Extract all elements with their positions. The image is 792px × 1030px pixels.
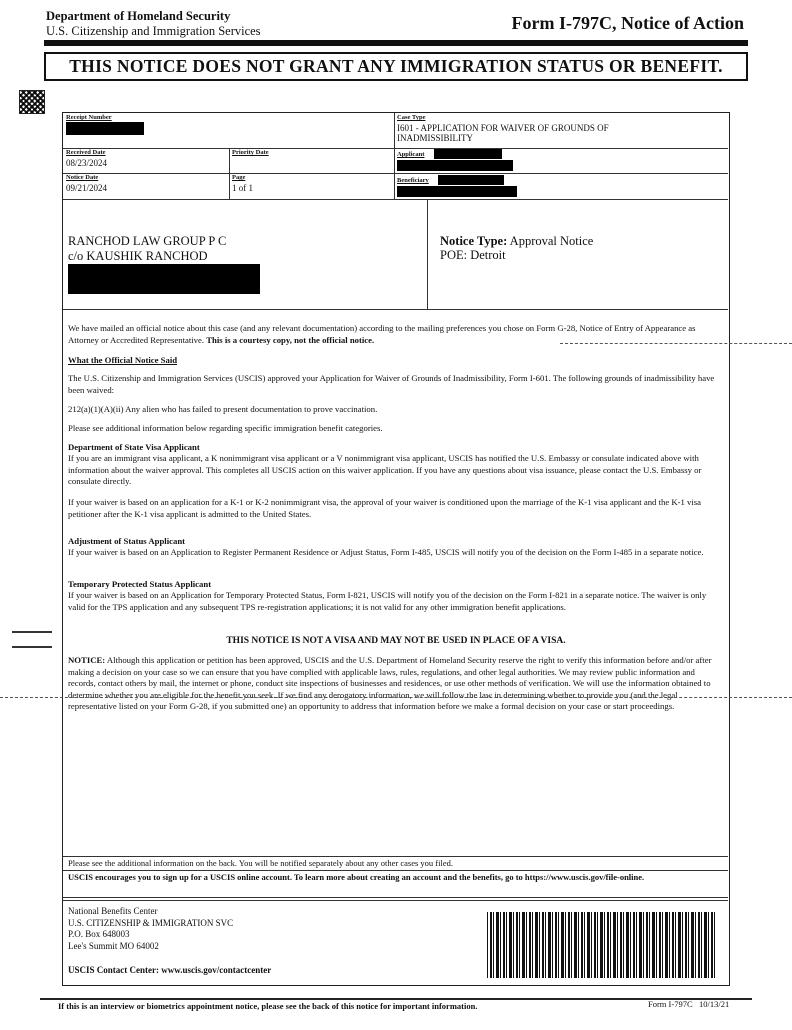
port-of-entry: POE: Detroit (440, 248, 506, 262)
redacted-applicant (434, 149, 502, 159)
received-date-label: Received Date (66, 149, 106, 156)
barcode-icon (487, 912, 717, 978)
notice-label: NOTICE: (68, 655, 106, 665)
center-name: National Benefits Center (68, 906, 158, 916)
agency-name: U.S. Citizenship and Immigration Services (46, 24, 261, 38)
grid-divider (63, 148, 395, 149)
center-city: Lee's Summit MO 64002 (68, 940, 159, 951)
scan-mark (12, 646, 52, 648)
department-name: Department of Homeland Security (46, 9, 231, 23)
footer-rule (40, 998, 752, 1000)
notice-type (440, 234, 593, 249)
grid-divider (427, 199, 428, 309)
notice-date-label: Notice Date (66, 174, 99, 181)
fold-line (560, 343, 792, 344)
not-visa-warning: THIS NOTICE IS NOT A VISA AND MAY NOT BE USED IN PLACE OF A VISA. (226, 636, 566, 646)
form-title: Form I-797C, Notice of Action (511, 13, 744, 33)
tps-paragraph: If your waiver is based on an Application for Temporary Protected Status, Form I-821, USCIS will notify you of the decision on the Form I-821 in a separate notice. The waiver is only valid for the TPS application and any subsequent TPS re-registration applications; it is not valid for any other immigration benefit applications. (68, 590, 707, 612)
addressee-care-of: c/o KAUSHIK RANCHOD (68, 249, 208, 263)
redacted-address (68, 264, 260, 294)
grid-divider (63, 199, 728, 200)
form-edition: Form I-797C 10/13/21 (648, 999, 730, 1009)
interview-note: If this is an interview or biometrics appointment notice, please see the back of this notice for important information. (58, 1001, 478, 1011)
fold-line (0, 697, 792, 698)
additional-info-back: Please see the additional information on the back. You will be notified separately about any other cases you filed. (68, 858, 453, 868)
redacted-receipt-number (66, 122, 144, 135)
grid-divider (394, 113, 395, 199)
addressee-firm: RANCHOD LAW GROUP P C (68, 234, 227, 248)
page-value: 1 of 1 (232, 183, 253, 193)
header-divider (44, 40, 748, 46)
tps-heading: Temporary Protected Status Applicant (68, 579, 212, 589)
case-type-label: Case Type (397, 114, 426, 121)
center-po-box: P.O. Box 648003 (68, 929, 130, 939)
dos-heading: Department of State Visa Applicant (68, 442, 200, 452)
grid-divider (63, 897, 728, 898)
scan-mark (12, 631, 52, 633)
grid-divider (63, 309, 728, 310)
redacted-beneficiary (397, 186, 517, 197)
grid-divider (63, 900, 728, 901)
case-type-value: I601 - APPLICATION FOR WAIVER OF GROUNDS OF INADMISSIBILITY (397, 123, 609, 143)
grid-divider (63, 173, 395, 174)
k1-paragraph: If your waiver is based on an application for a K-1 or K-2 nonimmigrant visa, the approval of your waiver is conditioned upon the marriage of the K-1 visa applicant and the K-1 visa petitioner after the K-1 visa applicant is admitted to the United States. (68, 497, 702, 519)
courtesy-copy-text: We have mailed an official notice about this case (and any relevant documentation) according to the mailing preferences you chose on Form G-28, Notice of Entry of Appearance as Attorney or Accredited Representative. (68, 323, 696, 345)
status-banner: THIS NOTICE DOES NOT GRANT ANY IMMIGRATION STATUS OR BENEFIT. (44, 52, 748, 81)
redacted-beneficiary (438, 175, 504, 185)
page-label: Page (232, 174, 246, 181)
grid-divider (63, 856, 728, 857)
notice-type-value: Approval Notice (509, 234, 594, 248)
beneficiary-label: Beneficiary (397, 177, 429, 184)
notice-paragraph: Although this application or petition has been approved, USCIS and the U.S. Department of Homeland Security reserve the right to verify this information before and/or after making a decision on your case so we can ensure that you have complied with applicable laws, rules, regulations, and other legal authorities. We may review public information and records, contact others by mail, the internet or phone, conduct site inspections of businesses and residences, or use other methods of verification. We will use the information obtained to determine whether you are eligible for the benefit you seek. If we find any derogatory information, we will follow the law in determining whether to provide you (and the legal representative listed on your Form G-28, if you submitted one) an opportunity to address that information before we make a formal decision on your case or start proceedings. (68, 655, 712, 711)
additional-info-note: Please see additional information below regarding specific immigration benefit categories. (68, 423, 383, 433)
center-org: U.S. CITIZENSHIP & IMMIGRATION SVC (68, 917, 234, 928)
waived-ground: 212(a)(1)(A)(ii) Any alien who has failed to present documentation to prove vaccination. (68, 404, 378, 414)
online-account-note: USCIS encourages you to sign up for a USCIS online account. To learn more about creating an account and the benefits, go to https://www.uscis.gov/file-online. (68, 872, 645, 882)
aos-paragraph: If your waiver is based on an Application to Register Permanent Residence or Adjust Status, Form I-485, USCIS will notify you of the decision on the Form I-485 in a separate notice. (68, 547, 704, 557)
receipt-number-label: Receipt Number (66, 114, 112, 121)
grid-divider (63, 870, 728, 871)
approval-paragraph: The U.S. Citizenship and Immigration Services (USCIS) approved your Application for Waiver of Grounds of Inadmissibility, Form I-601. The following grounds of inadmissibility have been waived: (68, 373, 715, 395)
received-date-value: 08/23/2024 (66, 158, 108, 168)
priority-date-label: Priority Date (232, 149, 269, 156)
applicant-label: Applicant (397, 151, 425, 158)
aos-heading: Adjustment of Status Applicant (68, 536, 186, 546)
dos-paragraph: If you are an immigrant visa applicant, a K nonimmigrant visa applicant or a V nonimmigrant visa applicant, USCIS has notified the U.S. Embassy or consulate indicated above with information about the waiver approval. This completes all USCIS action on this waiver application. If you have any questions about visa issuance, please contact the U.S. Embassy or consulate directly. (68, 453, 702, 486)
redacted-applicant (397, 160, 513, 171)
notice-date-value: 09/21/2024 (66, 183, 108, 193)
contact-center: USCIS Contact Center: www.uscis.gov/contactcenter (68, 965, 272, 975)
notice-type-label: Notice Type: (440, 234, 508, 248)
verification-notice (68, 655, 724, 713)
courtesy-copy-bold: This is a courtesy copy, not the official notice. (206, 334, 375, 345)
qr-code-icon (19, 90, 45, 114)
what-notice-said-heading: What the Official Notice Said (68, 355, 178, 365)
grid-divider (394, 173, 728, 174)
